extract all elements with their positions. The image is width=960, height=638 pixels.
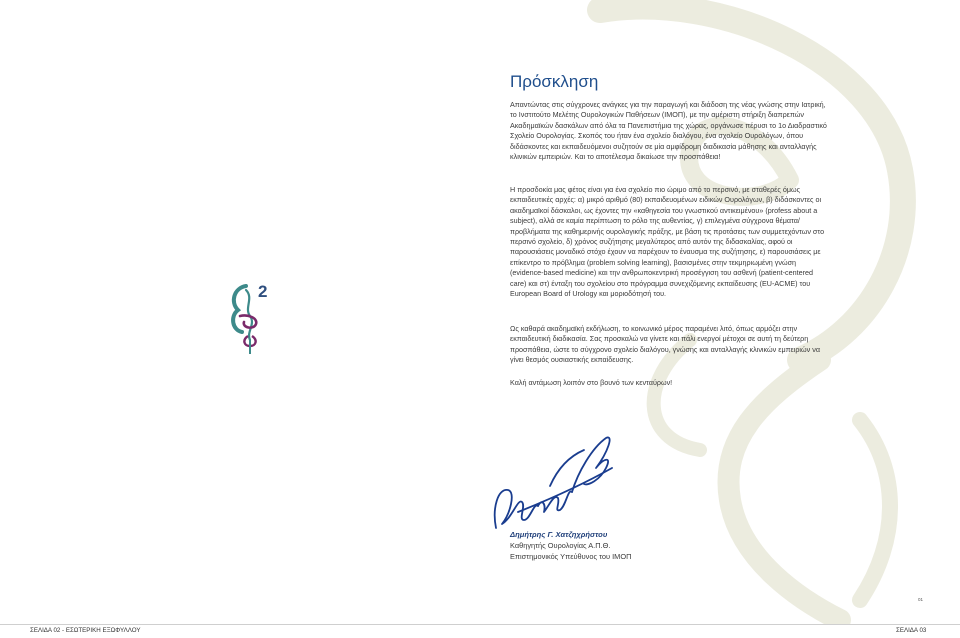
intro-paragraph: Απαντώντας στις σύγχρονες ανάγκες για την παραγωγή και διάδοση της νέας γνώσης στην Ιατρική, το Ινστιτούτο Μελέτης Ουρολογικών Παθήσεων (ΙΜΟΠ), με την αμέριστη στήριξη διαπρεπών Ακαδημαϊκών δασκάλων από όλα τα Πανεπιστήμια της χώρας, οργάνωσε πέρυσι το 1ο Διαδραστικό Σχολείο Ουρολογίας. Σκοπός του ήταν ένα σχολείο διαλόγου, ένα σχολείο Ουρολόγων, όπου διδάσκοντες και εκπαιδευόμενοι συζητούν σε μία αμφίδρομη διαδικασία μάθησης και ανταλλαγής κλινικών εμπειριών. Και το αποτέλεσμα δικαίωσε την προσπάθεια!	[510, 100, 827, 162]
signatory-name: Δημήτρης Γ. Χατζηχρήστου	[510, 530, 608, 539]
page-title: Πρόσκληση	[510, 72, 599, 91]
signatory-title: Καθηγητής Ουρολογίας Α.Π.Θ.	[510, 541, 611, 550]
closing-line: Καλή αντάμωση λοιπόν στο βουνό των κενταύρων!	[510, 378, 673, 387]
print-footer	[0, 624, 960, 638]
principles-paragraph: Η προσδοκία μας φέτος είναι για ένα σχολείο πιο ώριμο από το περσινό, με σταθερές όμως εκπαιδευτικές αρχές: α) μικρό αριθμό (80) εκπαιδευομένων ειδικών Ουρολόγων, β) διδάσκοντες οι ακαδημαϊκοί δάσκαλοι, ως έχοντες την «καθηγεσία του γνωστικού αντικειμένου» (profess about a subject), αλλά σε καμία περίπτωση το ρόλο της αυθεντίας, γ) επιλεγμένα σύγχρονα θέματα/προβλήματα της καθημερινής ουρολογικής πράξης, με βάση τις προτάσεις των συμμετεχόντων στο περσινό σχολείο, δ) χρόνος συζήτησης μεγαλύτερος από αυτόν της διδασκαλίας, αφού οι παρουσιάσεις μοναδικό στόχο έχουν να παρέχουν το έναυσμα της συζήτησης, ε) παρουσιάσεις με επίκεντρο το πρόβλημα (problem solving learning), βασισμένες στην τεκμηριωμένη γνώση (evidence-based medicine) και την ανθρωποκεντρική προσέγγιση του ασθενή (patient-centered care) και στ) ένταξη του σχολείου στο πρόγραμμα συνεχιζόμενης εκπαίδευσης (EU-ACME) του European Board of Urology και μοριοδότησή του.	[510, 185, 825, 299]
footer-right-label: ΣΕΛΙΔΑ 03	[896, 627, 927, 634]
page-number: 01	[918, 597, 924, 602]
footer-left-label: ΣΕΛΙΔΑ 02 - ΕΣΩΤΕΡΙΚΗ ΕΞΩΦΥΛΛΟΥ	[30, 627, 141, 634]
handwritten-signature-icon	[488, 428, 620, 538]
logo-number: 2	[258, 282, 268, 301]
invitation-paragraph: Ως καθαρά ακαδημαϊκή εκδήλωση, το κοινωνικό μέρος παραμένει λιτό, όπως αρμόζει στην εκπαιδευτική διαδικασία. Σας προσκαλώ να γίνετε και πάλι ενεργοί μέτοχοι σε αυτή τη δεύτερη προσπάθεια, ώστε το σύγχρονο σχολείο διαλόγου, γνώσης και ανταλλαγής κλινικών εμπειριών να γίνει θεσμός ουσιαστικής εκπαίδευσης.	[510, 324, 820, 365]
signatory-role: Επιστημονικός Υπεύθυνος του ΙΜΟΠ	[510, 552, 632, 561]
school-logo-icon	[226, 280, 276, 356]
left-page	[0, 0, 480, 624]
